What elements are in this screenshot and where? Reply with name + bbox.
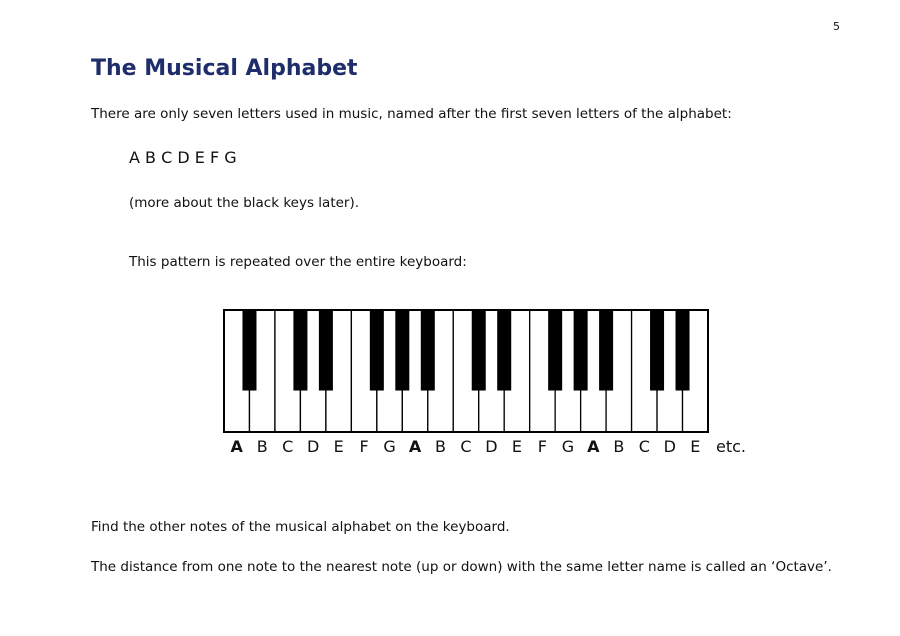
alphabet-letters: A B C D E F G <box>129 148 237 167</box>
black-key <box>650 310 664 391</box>
note-label: A <box>408 437 422 456</box>
octave-definition: The distance from one note to the nearest note (up or down) with the same letter name is called an ‘Octave’. <box>91 559 832 575</box>
black-key <box>497 310 511 391</box>
note-label: C <box>460 437 472 456</box>
note-label: B <box>613 437 625 456</box>
note-label: D <box>485 437 498 456</box>
note-label: F <box>537 437 547 456</box>
black-keys-note: (more about the black keys later). <box>129 195 360 211</box>
black-key <box>421 310 435 391</box>
intro-paragraph: There are only seven letters used in music, named after the first seven letters of the alphabet: <box>91 106 732 122</box>
black-key <box>293 310 307 391</box>
page-number: 5 <box>833 20 840 33</box>
note-label: E <box>333 437 344 456</box>
black-key <box>548 310 562 391</box>
note-label: F <box>359 437 369 456</box>
note-label: E <box>690 437 701 456</box>
pattern-paragraph: This pattern is repeated over the entire keyboard: <box>129 254 467 270</box>
black-key <box>599 310 613 391</box>
note-label: G <box>383 437 396 456</box>
note-label: B <box>435 437 446 456</box>
note-label: D <box>306 437 320 456</box>
black-key <box>319 310 333 391</box>
black-key <box>472 310 486 391</box>
black-key <box>574 310 588 391</box>
note-label: D <box>663 437 676 456</box>
note-label: B <box>256 437 268 456</box>
black-key <box>676 310 690 391</box>
note-label: E <box>511 437 522 456</box>
black-key <box>242 310 256 391</box>
black-key <box>395 310 409 391</box>
note-label: G <box>561 437 575 456</box>
black-key <box>370 310 384 391</box>
etc-label: etc. <box>716 437 746 456</box>
note-label: C <box>282 437 294 456</box>
note-label: A <box>587 437 600 456</box>
note-label: A <box>230 437 243 456</box>
piano-keyboard <box>223 309 709 433</box>
find-notes-paragraph: Find the other notes of the musical alphabet on the keyboard. <box>91 519 510 535</box>
page-title: The Musical Alphabet <box>91 56 358 81</box>
keyboard-note-labels <box>223 437 763 459</box>
note-label: C <box>638 437 650 456</box>
